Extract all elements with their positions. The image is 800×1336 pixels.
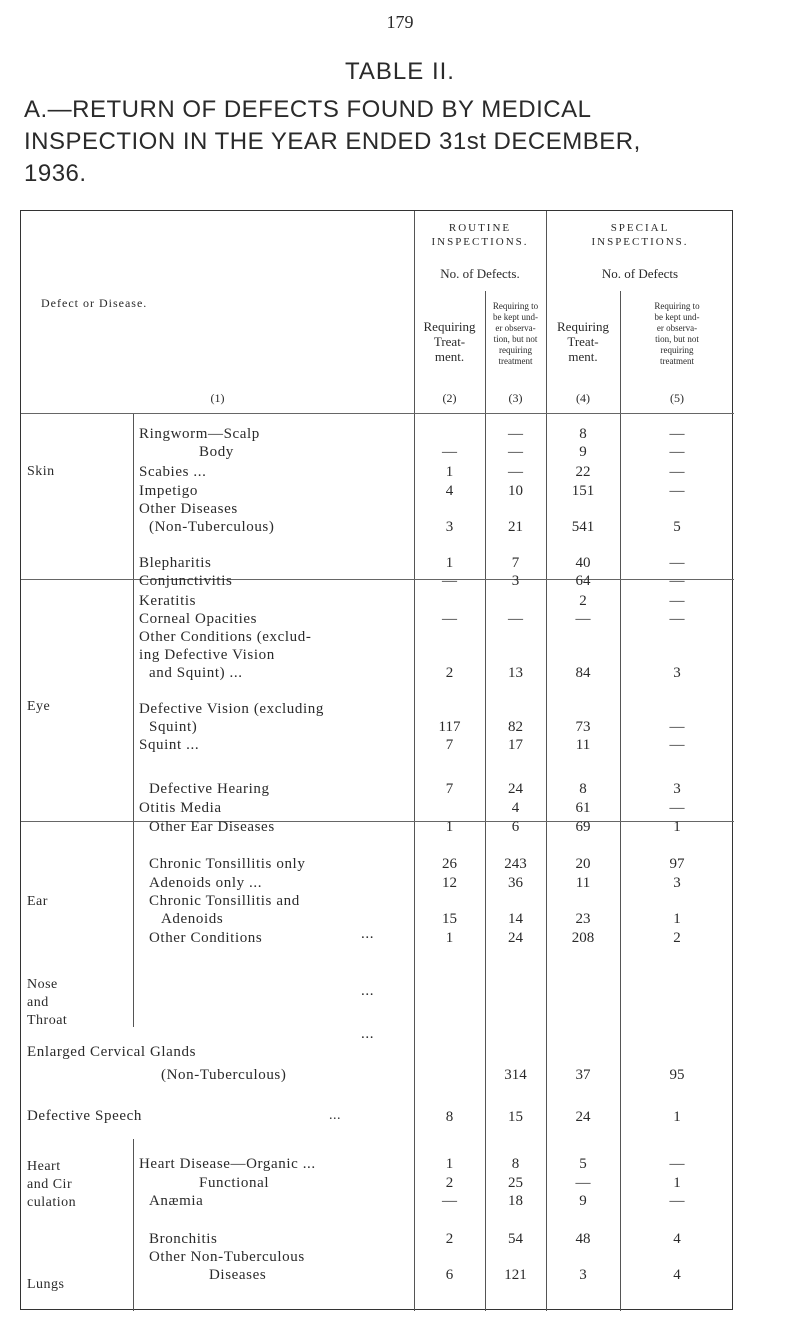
cell-value: 4	[673, 1267, 681, 1283]
cell-value: 21	[508, 519, 523, 535]
col-divider-3	[546, 211, 547, 1311]
cell-value: 14	[508, 911, 523, 927]
row-label: Impetigo	[139, 483, 198, 499]
cell-value: 3	[579, 1267, 587, 1283]
eye-rule	[21, 821, 734, 822]
cell-value: 10	[508, 483, 523, 499]
cell-value: 9	[579, 444, 587, 460]
column-number-1: (1)	[210, 391, 225, 405]
routine-observation-heading-3: er observa-	[495, 323, 536, 333]
table-subtitle-line-1: A.—RETURN OF DEFECTS FOUND BY MEDICAL	[24, 96, 592, 123]
cell-value: 69	[575, 819, 591, 835]
cell-value: 36	[508, 875, 523, 891]
cell-value: 3	[445, 519, 454, 535]
cell-value: 37	[575, 1067, 591, 1083]
special-observation-heading-5: requiring	[660, 345, 694, 355]
cell-value: 1	[445, 555, 454, 571]
routine-observation-heading-2: be kept und-	[493, 312, 538, 322]
row-label: Chronic Tonsillitis only	[149, 856, 306, 872]
routine-treatment-heading-3: ment.	[434, 349, 465, 364]
cell-value: 5	[673, 519, 681, 535]
cell-value: 11	[575, 875, 591, 891]
column-number-5: (5)	[670, 391, 684, 405]
routine-heading-1: ROUTINE	[448, 222, 512, 234]
category-divider	[133, 413, 134, 1027]
cell-value: —	[442, 573, 457, 589]
cell-value: 5	[579, 1156, 587, 1172]
cell-value: —	[669, 464, 685, 480]
row-label: (Non-Tuberculous)	[149, 519, 275, 535]
cell-value: 82	[508, 719, 523, 735]
cell-value: 64	[575, 573, 591, 589]
cell-value: —	[669, 444, 685, 460]
category-divider-heart	[133, 1139, 134, 1311]
column-number-4: (4)	[576, 391, 590, 405]
cell-value: 23	[575, 911, 591, 927]
row-label: ing Defective Vision	[139, 647, 275, 663]
cell-value: —	[508, 444, 523, 460]
cell-value: 2	[445, 1175, 454, 1191]
cell-value: 25	[508, 1175, 523, 1191]
row-label: and Squint) ...	[149, 665, 243, 681]
routine-observation-heading-5: requiring	[499, 345, 532, 355]
cell-value: 97	[669, 856, 685, 872]
row-label: Other Diseases	[139, 501, 238, 517]
cell-value: 4	[511, 800, 520, 816]
cell-value: 12	[442, 875, 457, 891]
cell-value: 9	[579, 1193, 587, 1209]
cell-value: —	[669, 1193, 685, 1209]
cell-value: —	[442, 1193, 457, 1209]
routine-observation-heading-6: treatment	[498, 356, 533, 366]
cell-value: —	[575, 1175, 591, 1191]
row-label: Keratitis	[139, 593, 197, 609]
cell-value: —	[669, 800, 685, 816]
cell-value: —	[669, 1156, 685, 1172]
row-label: Other Non-Tuberculous	[149, 1249, 305, 1265]
special-observation-heading-3: er observa-	[656, 323, 698, 333]
cell-value: 4	[445, 483, 454, 499]
category-nose-1: Nose	[27, 977, 58, 992]
row-label: Diseases	[209, 1267, 267, 1283]
cell-value: —	[575, 611, 591, 627]
cell-value: —	[508, 464, 523, 480]
cell-value: —	[669, 426, 685, 442]
special-no-of-defects: No. of Defects	[601, 266, 679, 281]
row-label: Conjunctivitis	[139, 573, 233, 589]
cell-value: 3	[673, 875, 681, 891]
special-observation-heading-1: Requiring to	[654, 301, 700, 311]
dots-adenoids-only: ...	[361, 983, 375, 999]
cell-value: 1	[445, 819, 454, 835]
cell-value: 17	[508, 737, 523, 753]
col-divider-2	[485, 291, 486, 1311]
row-label: Squint ...	[139, 737, 200, 753]
cell-value: 24	[575, 1109, 591, 1125]
table-title: TABLE II.	[345, 58, 455, 85]
cell-value: 541	[571, 519, 595, 535]
cell-value: 24	[508, 930, 523, 946]
special-treatment-heading-2: Treat-	[567, 334, 599, 349]
cell-value: 1	[673, 1175, 681, 1191]
cell-value: 2	[445, 1231, 454, 1247]
category-heart-2: and Cir	[27, 1177, 73, 1192]
cell-value: —	[508, 611, 523, 627]
cell-value: —	[669, 483, 685, 499]
header-rule	[21, 413, 734, 414]
cell-value: 1	[673, 1109, 681, 1125]
cell-value: 15	[508, 1109, 523, 1125]
special-heading-2: INSPECTIONS.	[591, 236, 689, 248]
cell-value: 2	[579, 593, 587, 609]
cell-value: 22	[575, 464, 591, 480]
row-label: Other Conditions (exclud-	[139, 629, 312, 645]
cell-value: —	[669, 611, 685, 627]
row-label: Otitis Media	[139, 800, 222, 816]
row-label: Other Conditions	[149, 930, 263, 946]
cell-value: 24	[508, 781, 523, 797]
category-heart-1: Heart	[27, 1159, 61, 1174]
cell-value: 243	[504, 856, 527, 872]
category-nose-3: Throat	[27, 1013, 68, 1028]
cell-value: —	[508, 426, 523, 442]
cell-value: 7	[511, 555, 520, 571]
row-label: Corneal Opacities	[139, 611, 258, 627]
routine-treatment-heading-2: Treat-	[433, 334, 466, 349]
cell-value: 11	[575, 737, 591, 753]
cell-value: 20	[575, 856, 591, 872]
cell-value: 4	[673, 1231, 681, 1247]
cell-value: 8	[579, 426, 587, 442]
cell-value: 3	[673, 781, 681, 797]
column-number-2: (2)	[442, 391, 457, 405]
cell-value: 117	[438, 719, 461, 735]
category-skin: Skin	[27, 464, 55, 479]
cell-value: 314	[504, 1067, 527, 1083]
special-observation-heading-4: tion, but not	[655, 334, 699, 344]
cell-value: 95	[669, 1067, 685, 1083]
cell-value: —	[669, 573, 685, 589]
cell-value: —	[669, 737, 685, 753]
routine-heading-2: INSPECTIONS.	[431, 236, 529, 248]
dots-speech: ...	[329, 1108, 341, 1123]
cell-value: —	[669, 719, 685, 735]
cell-value: 48	[575, 1231, 591, 1247]
cell-value: 84	[575, 665, 591, 681]
table-subtitle-line-2: INSPECTION IN THE YEAR ENDED 31st DECEMBER,	[24, 128, 641, 155]
category-nose-2: and	[27, 995, 49, 1010]
cell-value: 2	[445, 665, 454, 681]
row-label: Scabies ...	[139, 464, 207, 480]
special-treatment-heading-1: Requiring	[557, 319, 609, 334]
col-divider-4	[620, 291, 621, 1311]
row-label: Other Ear Diseases	[149, 819, 275, 835]
row-label: Bronchitis	[149, 1231, 218, 1247]
cell-value: 61	[575, 800, 591, 816]
special-observation-heading-2: be kept und-	[654, 312, 700, 322]
cell-value: —	[442, 444, 457, 460]
row-label: Body	[199, 444, 234, 460]
row-label: Defective Hearing	[149, 781, 270, 797]
cell-value: 2	[673, 930, 681, 946]
cell-value: 1	[673, 911, 681, 927]
cell-value: 26	[442, 856, 457, 872]
cell-value: 121	[504, 1267, 527, 1283]
cell-value: 8	[579, 781, 587, 797]
row-label: Defective Vision (excluding	[139, 701, 324, 717]
category-ear: Ear	[27, 894, 48, 909]
routine-no-of-defects: No. of Defects.	[440, 266, 520, 281]
cell-value: 1	[445, 1156, 454, 1172]
row-label: Heart Disease—Organic ...	[139, 1156, 316, 1172]
cell-value: 54	[508, 1231, 523, 1247]
row-label: Anæmia	[149, 1193, 204, 1209]
column-number-3: (3)	[508, 391, 523, 405]
special-observation-heading-6: treatment	[660, 356, 694, 366]
cell-value: 73	[575, 719, 591, 735]
row-label: Adenoids	[161, 911, 224, 927]
cell-value: —	[442, 611, 457, 627]
cell-value: 151	[571, 483, 595, 499]
category-heart-3: culation	[27, 1195, 77, 1210]
routine-observation-heading-1: Requiring to	[492, 301, 539, 311]
table-subtitle-line-3: 1936.	[24, 160, 87, 187]
skin-rule	[21, 579, 734, 580]
cell-value: 13	[508, 665, 523, 681]
cell-value: 6	[511, 819, 520, 835]
cell-value: 3	[511, 573, 520, 589]
defect-column-heading: Defect or Disease.	[41, 296, 148, 310]
row-label: Squint)	[149, 719, 198, 735]
table-frame	[20, 210, 733, 1310]
row-label: Ringworm—Scalp	[139, 426, 260, 442]
cell-value: —	[669, 555, 685, 571]
row-label: Blepharitis	[139, 555, 212, 571]
dots-other-ear: ...	[361, 926, 375, 942]
cell-value: 40	[575, 555, 591, 571]
routine-observation-heading-4: tion, but not	[493, 334, 538, 344]
cell-value: 15	[442, 911, 457, 927]
cell-value: —	[669, 593, 685, 609]
cell-value: 208	[571, 930, 595, 946]
cell-value: 1	[445, 464, 454, 480]
page-number: 179	[386, 12, 414, 32]
routine-treatment-heading-1: Requiring	[423, 319, 476, 334]
col-divider-1	[414, 211, 415, 1311]
category-eye: Eye	[27, 699, 51, 714]
cell-value: 8	[511, 1156, 520, 1172]
cell-value: 6	[445, 1267, 454, 1283]
category-enlarged-glands-1: Enlarged Cervical Glands	[27, 1044, 197, 1060]
cell-value: 1	[445, 930, 454, 946]
special-treatment-heading-3: ment.	[568, 349, 598, 364]
row-label: Adenoids only ...	[149, 875, 263, 891]
cell-value: 1	[673, 819, 681, 835]
special-heading-1: SPECIAL	[610, 222, 670, 234]
cell-value: 3	[673, 665, 681, 681]
category-lungs: Lungs	[27, 1277, 65, 1292]
category-defective-speech: Defective Speech	[27, 1108, 142, 1124]
cell-value: 7	[445, 737, 454, 753]
row-label: Chronic Tonsillitis and	[149, 893, 300, 909]
cell-value: 8	[445, 1109, 454, 1125]
dots-other-conditions: ...	[361, 1026, 375, 1042]
cell-value: 7	[445, 781, 454, 797]
cell-value: 18	[508, 1193, 523, 1209]
category-enlarged-glands-2: (Non-Tuberculous)	[161, 1067, 287, 1083]
row-label: Functional	[199, 1175, 270, 1191]
